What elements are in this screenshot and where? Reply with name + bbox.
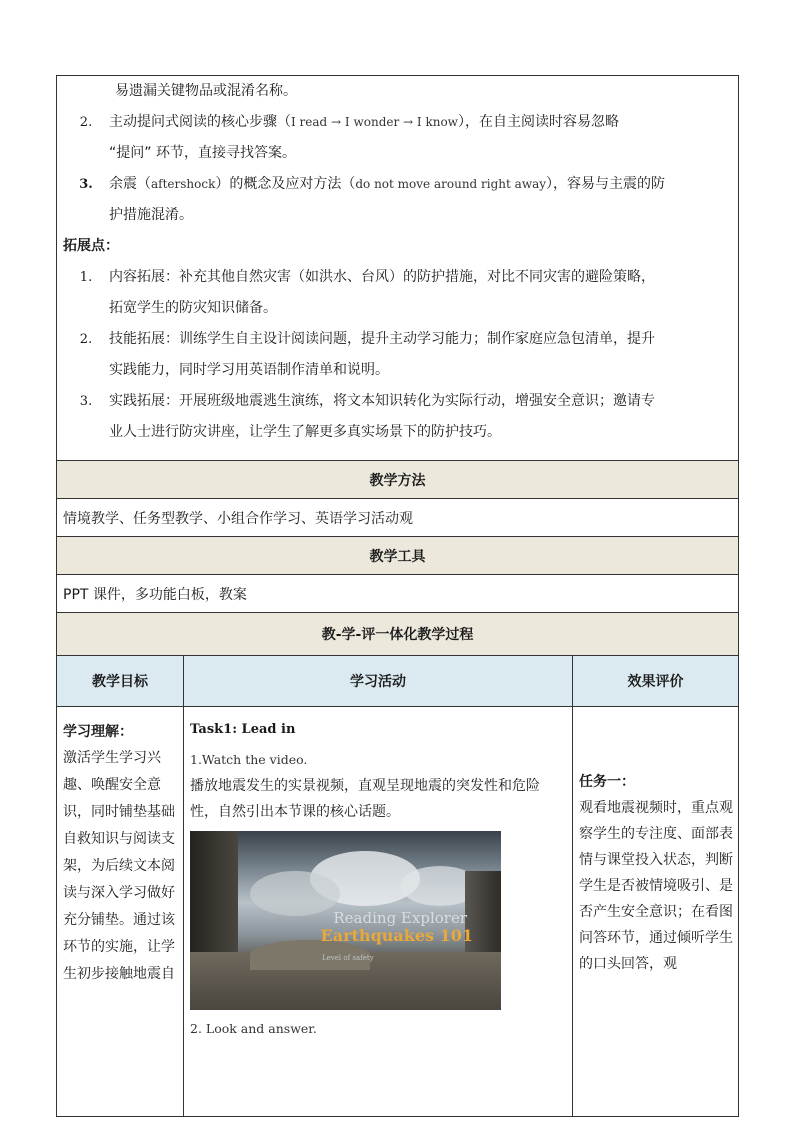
evaluation-cell xyxy=(573,707,739,1117)
step-look-answer: 2. Look and answer. xyxy=(190,1021,317,1036)
goal-heading: 学习理解： xyxy=(63,724,133,740)
item-number: 3. xyxy=(79,394,93,409)
methods-header-row xyxy=(57,461,739,499)
column-header-evaluation: 效果评价 xyxy=(573,656,739,707)
continued-text: 易遗漏关键物品或混淆名称。 xyxy=(115,83,297,99)
evaluation-text: 观看地震视频时，重点观察学生的专注度、面部表情与课堂投入状态，判断学生是否被情境吸引、是否产生安全意识；在看图问答环节，通过倾听学生的口头回答，观 xyxy=(579,800,733,972)
extension-item-1 xyxy=(63,262,732,324)
extension-item-2 xyxy=(63,324,732,386)
tools-header: 教学工具 xyxy=(57,537,739,575)
methods-content: 情境教学、任务型教学、小组合作学习、英语学习活动观 xyxy=(57,499,739,537)
item-text: 技能拓展：训练学生自主设计阅读问题，提升主动学习能力；制作家庭应急包清单，提升 实践能力，同时学习用英语制作清单和说明。 xyxy=(109,331,655,378)
evaluation-heading: 任务一： xyxy=(579,774,635,790)
task-title: Task1: Lead in xyxy=(190,722,296,737)
step-watch-video: 1.Watch the video. xyxy=(190,752,308,767)
aftershock-english: aftershock xyxy=(151,177,216,191)
process-title-row xyxy=(57,613,739,656)
steps-english: I read → I wonder → I know xyxy=(291,115,458,129)
extension-heading: 拓展点： xyxy=(63,238,119,254)
methods-content-row xyxy=(57,499,739,537)
process-row-task1 xyxy=(57,707,739,1117)
tools-header-row xyxy=(57,537,739,575)
item-text: 主动提问式阅读的核心步骤（I read → I wonder → I know），在自主阅读时容易忽略 “提问” 环节，直接寻找答案。 xyxy=(109,114,619,161)
item-text: 实践拓展：开展班级地震逃生演练，将文本知识转化为实际行动，增强安全意识；邀请专 业人士进行防灾讲座，让学生了解更多真实场景下的防护技巧。 xyxy=(109,393,655,440)
extension-item-3 xyxy=(63,386,732,448)
item-number: 1. xyxy=(79,270,93,285)
methods-header: 教学方法 xyxy=(57,461,739,499)
step-watch-description: 播放地震发生的实景视频，直观呈现地震的突发性和危险性，自然引出本节课的核心话题。 xyxy=(190,778,540,820)
item-text: 余震（aftershock）的概念及应对方法（do not move around right away），容易与主震的防 护措施混淆。 xyxy=(109,176,666,223)
advice-english: do not move around right away xyxy=(355,177,547,191)
difficulty-extension-row xyxy=(57,76,739,461)
difficulty-item-3 xyxy=(63,169,732,231)
process-column-headers xyxy=(57,656,739,707)
item-text: 内容拓展：补充其他自然灾害（如洪水、台风）的防护措施，对比不同灾害的避险策略， 拓宽学生的防灾知识储备。 xyxy=(109,269,655,316)
difficulty-extension-cell xyxy=(57,76,739,461)
activity-cell xyxy=(184,707,573,1117)
cloud-shape xyxy=(250,871,340,916)
process-title: 教-学-评一体化教学过程 xyxy=(57,613,739,656)
video-subtitle-text: Level of safety xyxy=(322,954,374,962)
tools-content: PPT 课件，多功能白板，教案 xyxy=(57,575,739,613)
goal-text: 激活学生学习兴趣、唤醒安全意识，同时铺垫基础自救知识与阅读支架，为后续文本阅读与深入学习做好充分铺垫。通过该环节的实施，让学生初步接触地震自 xyxy=(63,750,175,982)
column-header-goal: 教学目标 xyxy=(57,656,184,707)
item-number: 2. xyxy=(79,332,93,347)
column-header-activity: 学习活动 xyxy=(184,656,573,707)
earthquake-video-thumbnail[interactable] xyxy=(190,831,501,1010)
video-title-text: Earthquakes 101 xyxy=(320,926,473,945)
lesson-plan-table xyxy=(56,75,739,1117)
item-number: 2. xyxy=(79,115,93,130)
tools-content-row xyxy=(57,575,739,613)
goal-cell xyxy=(57,707,184,1117)
item-number: 3. xyxy=(79,177,93,192)
video-brand-text: Reading Explorer xyxy=(333,909,467,927)
difficulty-item-2 xyxy=(63,107,732,169)
